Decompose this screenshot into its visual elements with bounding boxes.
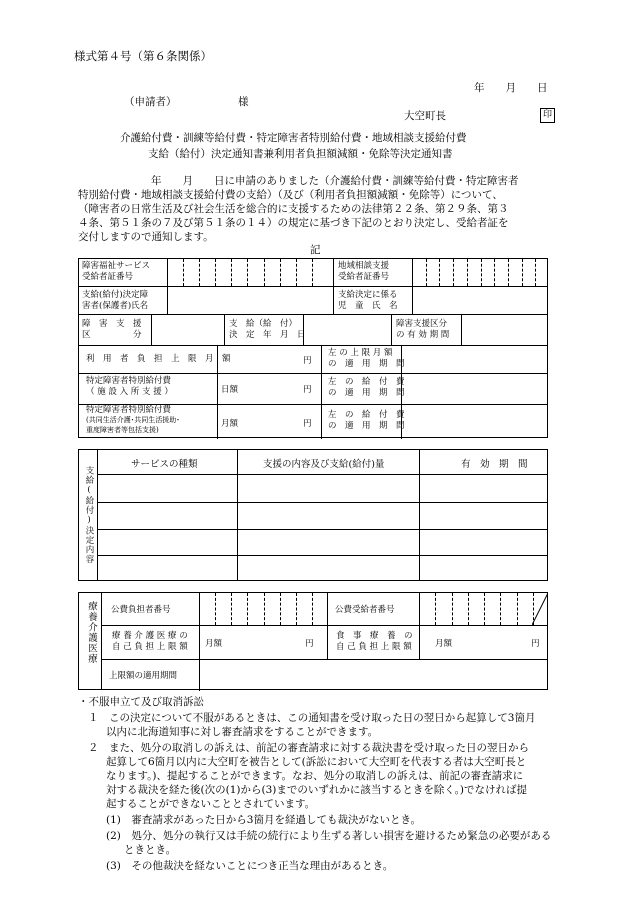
seal-stamp: 印 (540, 108, 555, 123)
medical-table (78, 592, 548, 690)
monthly-amount-label: 月額 (221, 419, 239, 429)
meal-yen: 円 (531, 639, 540, 649)
sama-label: 様 (238, 96, 249, 108)
note-2a: ２ また、処分の取消しの訴えは、前記の審査請求に対する裁決書を受け取った日の翌日から (88, 742, 529, 754)
child-name-label: 支給決定に係る 児 童 氏 名 (338, 290, 398, 311)
note-5: (3) その他裁決を経ないことにつき正当な理由があるとき。 (106, 860, 394, 872)
body-line-1: 年 月 日に申請のありました（介護給付費・訓練等給付費・特定障害者 (151, 175, 519, 187)
ki-label: 記 (310, 244, 321, 256)
note-1a: １ この決定について不服があるときは、この通知書を受け取った日の翌日から起算して3箇月 (88, 712, 536, 724)
note-4b: ときとき。 (124, 844, 177, 856)
applied-period-label: 左 の 上 限 月 額 の 適 用 期 間 (328, 348, 405, 369)
note-4a: (2) 処分、処分の執行又は手続の続行により生ずる著しい損害を避けるため緊急の必要がある (106, 830, 552, 842)
medical-side-label: 療養介護医療 (86, 601, 97, 664)
body-line-3: （障害者の日常生活及び社会生活を総合的に支援するための法律第２２条、第２９条、第３ (78, 203, 509, 215)
daily-amount-label: 日額 (221, 385, 239, 395)
recipient-number-label: 公費受給者番号 (335, 605, 395, 615)
title-line-1: 介護給付費・訓練等給付費・特定障害者特別給付費・地域相談支援給付費 (120, 132, 467, 144)
meal-limit-label: 食 事 療 養 の 自 己 負 担 上 限 額 (336, 631, 413, 652)
diagonal-slash (532, 593, 548, 625)
note-2b: 起算して6箇月以内に大空町を被告として(訴訟において大空町を代表する者は大空町長と (106, 756, 527, 768)
pay-period-label-2: 左 の 給 付 費 の 適 用 期 間 (328, 410, 405, 431)
notes-heading: ・不服申立て及び取消訴訟 (78, 696, 204, 708)
ryoyo-limit-label: 療 養 介 護 医 療 の 自 己 負 担 上 限 額 (112, 631, 188, 652)
note-2d: 対する裁決を経た後(次の(1)から(3)までのいずれかに該当するときを除く。)でなければ提 (106, 784, 527, 796)
disability-class-label: 障 害 支 援 区 分 (82, 319, 142, 340)
issuer-name: 大空町長 (404, 110, 446, 122)
certificate-table (78, 258, 548, 438)
burden-limit-label: 利 用 者 負 担 上 限 月 額 (86, 354, 231, 364)
daily-yen: 円 (303, 385, 312, 395)
decision-content-side-label: 支給(給付)決定内容 (84, 466, 94, 564)
note-1b: 以内に北海道知事に対し審査請求をすることができます。 (106, 726, 379, 738)
body-line-5: 交付しますので通知します。 (78, 231, 214, 243)
chiiki-cert-number-field[interactable] (412, 259, 549, 286)
note-3: (1) 審査請求があった日から3箇月を経過しても裁決がないとき。 (106, 814, 422, 826)
service-type-header: サービスの種類 (131, 459, 198, 470)
title-line-2: 支給（給付）決定通知書兼利用者負担額減額・免除等決定通知書 (148, 148, 453, 160)
ryoyo-yen: 円 (305, 639, 314, 649)
support-content-header: 支援の内容及び支給(給付)量 (263, 459, 385, 470)
validity-label: 障害支援区分 の 有 効 期 間 (396, 319, 450, 340)
pay-period-label-1: 左 の 給 付 費 の 適 用 期 間 (328, 377, 405, 398)
decision-content-table (78, 449, 548, 581)
kouhi-number-label: 公費負担者番号 (111, 605, 171, 615)
body-line-2: 特別給付費・地域相談支援給付費の支給）（及び（利用者負担額減額・免除等）について、 (78, 189, 503, 201)
ryoyo-monthly-label: 月額 (205, 639, 223, 649)
monthly-yen: 円 (303, 419, 312, 429)
burden-yen: 円 (303, 356, 312, 366)
tokutei-group-label: 特定障害者特別給付費 (共同生活介護･共同生活援助･ 重度障害者等包括支援) (86, 405, 180, 434)
validity-header: 有 効 期 間 (461, 459, 528, 470)
meal-monthly-label: 月額 (435, 639, 453, 649)
limit-period-label: 上限額の適用期間 (109, 671, 178, 681)
note-2c: なります。)、提起することができます。なお、処分の取消しの訴えは、前記の審査請求に (106, 770, 524, 782)
svc-cert-label: 障害福祉サービス 受給者証番号 (82, 261, 151, 282)
date-line: 年 月 日 (474, 82, 548, 94)
decision-person-label: 支給(給付)決定障 害者(保護者)氏名 (82, 290, 149, 311)
form-number: 様式第４号（第６条関係） (74, 49, 212, 63)
tokutei-facility-label: 特定障害者特別給付費 （ 施 設 入 所 支 援 ） (86, 376, 173, 397)
kouhi-number-field[interactable] (199, 593, 328, 625)
svc-cert-number-field[interactable] (167, 259, 328, 286)
note-2e: 起することができないこととされています。 (106, 798, 316, 810)
chiiki-cert-label: 地域相談支援 受給者証番号 (338, 261, 390, 282)
recipient-number-field[interactable] (419, 593, 549, 625)
body-line-4: ４条、第５１条の７及び第５１条の１４）の規定に基づき下記のとおり決定し、受給者証を (78, 217, 509, 229)
applicant-label: （申請者） (124, 96, 177, 108)
decision-date-label: 支 給（給 付） 決 定 年 月 日 (229, 319, 306, 340)
